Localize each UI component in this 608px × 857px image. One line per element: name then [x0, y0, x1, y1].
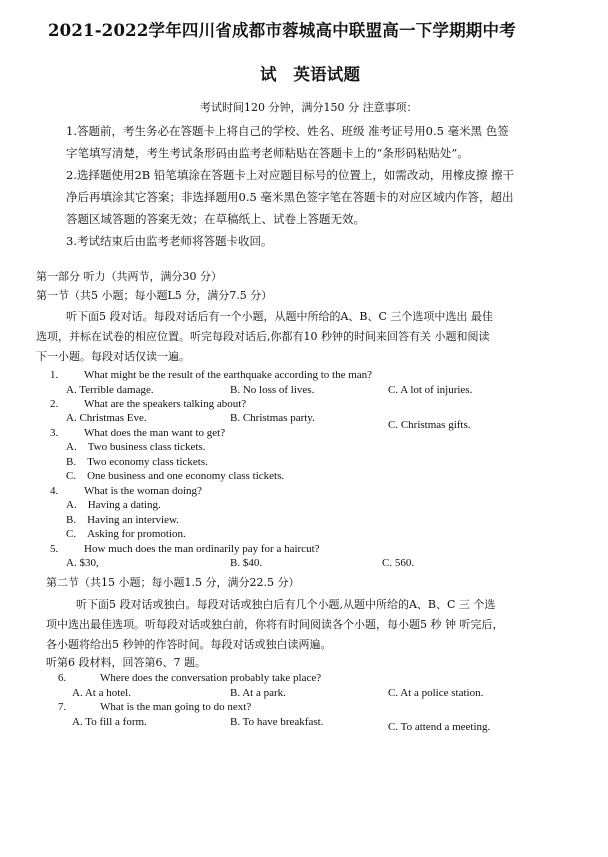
instruction-line: 下一小题。每段对话仅读一遍。	[36, 350, 190, 363]
question-number: 2.	[50, 398, 59, 410]
option-b: B. No loss of lives.	[230, 384, 315, 396]
question-text: What does the man want to get?	[84, 427, 226, 439]
question-text: What is the woman doing?	[84, 485, 202, 497]
instruction-line: 选项，并标在试卷的相应位置。听完每段对话后,你都有10 秒钟的时间来回答有关 小题和阅读	[36, 330, 490, 343]
option-a: A. To fill a form.	[72, 716, 147, 728]
option-c: C. One business and one economy class tickets.	[66, 470, 285, 482]
option-c: C. To attend a meeting.	[388, 721, 491, 733]
exam-info: 考试时间120 分钟，满分150 分 注意事项：	[200, 101, 418, 114]
instruction-line: 听下面5 段对话。每段对话后有一个小题，从题中所给的A、B、C 三个选项中选出 最佳	[66, 310, 493, 323]
note-line: 净后再填涂其它答案；非选择题用0.5 毫米黑色签字笔在答题卡的对应区域内作答，超出	[66, 190, 514, 204]
part-heading: 第一部分 听力（共两节，满分30 分）	[36, 270, 222, 283]
option-c: C. A lot of injuries.	[388, 384, 473, 396]
option-a: A. At a hotel.	[72, 687, 131, 699]
question-number: 6.	[58, 672, 67, 684]
question-number: 1.	[50, 369, 59, 381]
option-a: A. Having a dating.	[66, 499, 161, 511]
title-line-2: 试 英语试题	[260, 65, 361, 84]
instruction-line: 听下面5 段对话或独白。每段对话或独白后有几个小题,从题中所给的A、B、C 三 个选	[76, 598, 496, 611]
question-text: What is the man going to do next?	[100, 701, 252, 713]
question-text: Where does the conversation probably take place?	[100, 672, 322, 684]
title-line-1: 2021-2022学年四川省成都市蓉城高中联盟高一下学期期中考	[48, 21, 516, 40]
option-b: B. To have breakfast.	[230, 716, 324, 728]
instruction-line: 各小题将给出5 秒钟的作答时间。每段对话或独白读两遍。	[46, 638, 332, 651]
question-text: How much does the man ordinarily pay for a haircut?	[84, 543, 320, 555]
option-a: A. Terrible damage.	[66, 384, 154, 396]
note-line: 3.考试结束后由监考老师将答题卡收回。	[66, 234, 273, 248]
question-number: 4.	[50, 485, 59, 497]
option-b: B. At a park.	[230, 687, 286, 699]
option-c: C. Christmas gifts.	[388, 419, 471, 431]
option-b: B. Having an interview.	[66, 514, 179, 526]
question-text: What are the speakers talking about?	[84, 398, 247, 410]
option-b: B. $40.	[230, 557, 263, 569]
option-a: A. Christmas Eve.	[66, 412, 147, 424]
option-b: B. Christmas party.	[230, 412, 315, 424]
question-number: 3.	[50, 427, 59, 439]
section-heading: 第一节（共5 小题；每小题L5 分，满分7.5 分）	[36, 289, 273, 302]
section-heading: 第二节（共15 小题；每小题1.5 分，满分22.5 分）	[46, 576, 300, 589]
note-line: 答题区域答题的答案无效；在草稿纸上、试卷上答题无效。	[66, 212, 365, 226]
instruction-line: 项中选出最佳选项。听每段对话或独白前，你将有时间阅读各个小题，每小题5 秒 钟 听完后，	[46, 618, 504, 631]
option-a: A. $30,	[66, 557, 99, 569]
material-heading: 听第6 段材料，回答第6、7 题。	[46, 656, 206, 669]
option-c: C. At a police station.	[388, 687, 484, 699]
option-c: C. Asking for promotion.	[66, 528, 186, 540]
note-line: 1.答题前，考生务必在答题卡上将自己的学校、姓名、班级 准考证号用0.5 毫米黑 色签	[66, 124, 509, 138]
note-line: 字笔填写清楚，考生考试条形码由监考老师粘贴在答题卡上的“条形码粘贴处”。	[66, 146, 469, 160]
option-a: A. Two business class tickets.	[66, 441, 206, 453]
note-line: 2.选择题使用2B 铅笔填涂在答题卡上对应题目标号的位置上，如需改动，用橡皮擦 擦干	[66, 168, 515, 182]
question-number: 7.	[58, 701, 67, 713]
question-number: 5.	[50, 543, 59, 555]
option-b: B. Two economy class tickets.	[66, 456, 208, 468]
question-text: What might be the result of the earthquake according to the man?	[84, 369, 373, 381]
option-c: C. 560.	[382, 557, 415, 569]
